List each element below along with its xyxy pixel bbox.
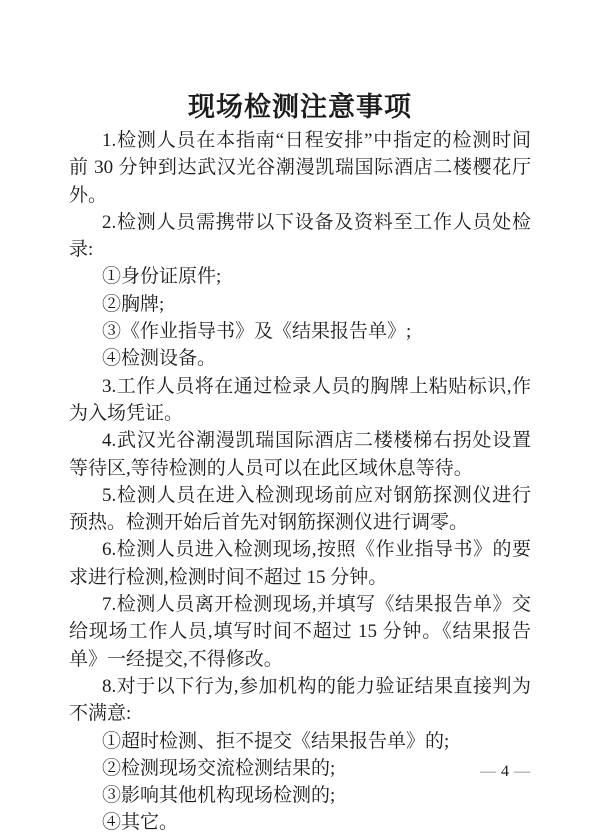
- paragraph: 6.检测人员进入检测现场,按照《作业指导书》的要求进行检测,检测时间不超过 15 分钟。: [69, 539, 531, 588]
- paragraph: 7.检测人员离开检测现场,并填写《结果报告单》交给现场工作人员,填写时间不超过 15 分钟。《结果报告单》一经提交,不得修改。: [69, 594, 531, 670]
- paragraph: ③影响其他机构现场检测的;: [102, 785, 336, 807]
- page-title: 现场检测注意事项: [188, 92, 412, 123]
- page-number-dash-right: —: [514, 763, 530, 780]
- paragraph: 4.武汉光谷潮漫凯瑞国际酒店二楼楼梯右拐处设置等待区,等待检测的人员可以在此区域休息等待。: [69, 430, 531, 479]
- paragraph: ②胸牌;: [102, 293, 165, 315]
- paragraph: ④其它。: [102, 812, 179, 834]
- page-number-value: 4: [501, 763, 509, 780]
- paragraph: 5.检测人员在进入检测现场前应对钢筋探测仪进行预热。检测开始后首先对钢筋探测仪进行调零。: [69, 484, 531, 534]
- paragraph: 3.工作人员将在通过检录人员的胸牌上粘贴标识,作为入场凭证。: [69, 375, 531, 424]
- paragraph: ①超时检测、拒不提交《结果报告单》的;: [102, 730, 450, 752]
- paragraph: ④检测设备。: [102, 348, 217, 370]
- paragraph: ①身份证原件;: [102, 266, 222, 288]
- paragraph: 8.对于以下行为,参加机构的能力验证结果直接判为不满意:: [69, 675, 531, 725]
- paragraph: 2.检测人员需携带以下设备及资料至工作人员处检录:: [69, 211, 531, 261]
- page-number: [480, 763, 530, 781]
- document-body: [69, 127, 531, 837]
- paragraph: ②检测现场交流检测结果的;: [102, 757, 336, 779]
- paragraph: 1.检测人员在本指南“日程安排”中指定的检测时间前 30 分钟到达武汉光谷潮漫凯瑞国际酒店二楼樱花厅外。: [69, 130, 531, 206]
- paragraph: ③《作业指导书》及《结果报告单》;: [102, 321, 412, 343]
- page-number-dash-left: —: [480, 763, 496, 780]
